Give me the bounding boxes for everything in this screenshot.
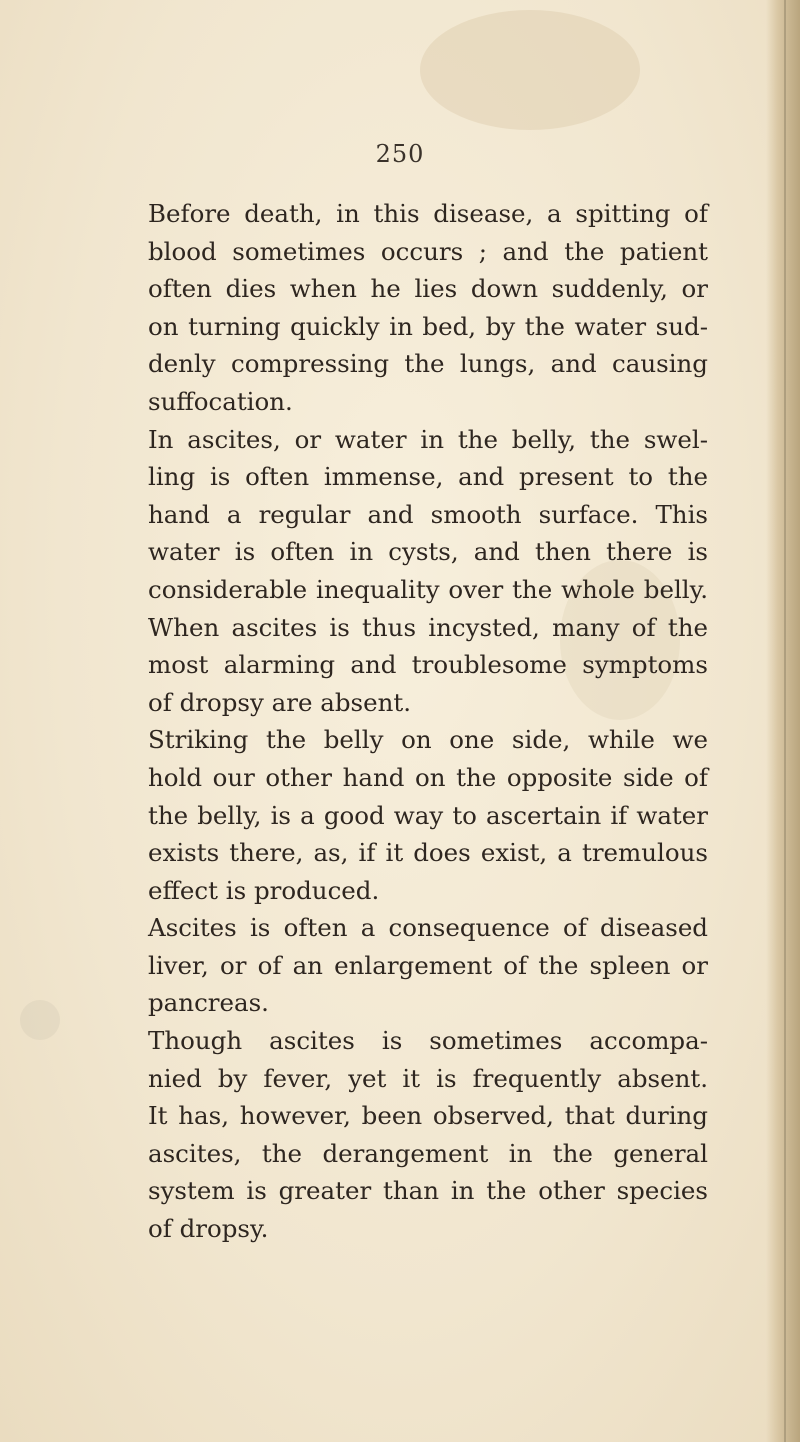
- text-line: hold our other hand on the opposite side of: [148, 762, 708, 792]
- text-line: ling is often immense, and present to the: [148, 462, 708, 492]
- text-line: system is greater than in the other species: [148, 1176, 708, 1206]
- page-edge-shadow: [766, 0, 800, 1442]
- text-line: ascites, the derangement in the general: [148, 1138, 708, 1168]
- text-line: Before death, in this disease, a spitting of: [148, 199, 708, 228]
- text-line: exists there, as, if it does exist, a tremulous: [148, 838, 708, 868]
- paper-stain: [420, 10, 640, 130]
- text-line: In ascites, or water in the belly, the swel-: [148, 424, 708, 454]
- text-line: often dies when he lies down suddenly, or: [148, 274, 708, 304]
- text-line: Though ascites is sometimes accompa-: [148, 1026, 708, 1056]
- paper-stain: [20, 1000, 60, 1040]
- text-line: liver, or of an enlargement of the spleen or: [148, 950, 708, 980]
- text-line: Ascites is often a consequence of diseased: [148, 913, 708, 943]
- text-line: It has, however, been observed, that during: [148, 1101, 708, 1131]
- page-edge-line: [784, 0, 786, 1442]
- text-line: on turning quickly in bed, by the water sud-: [148, 311, 708, 341]
- text-line: the belly, is a good way to ascertain if water: [148, 800, 708, 830]
- text-line: of dropsy are absent.: [148, 687, 412, 717]
- text-line: water is often in cysts, and then there is: [148, 537, 708, 567]
- text-line: Striking the belly on one side, while we: [148, 725, 708, 755]
- text-line: blood sometimes occurs ; and the patient: [148, 236, 708, 266]
- page-number: 250: [375, 140, 425, 168]
- text-line: pancreas.: [148, 988, 269, 1018]
- body-text: [148, 195, 708, 1248]
- text-line: effect is produced.: [148, 875, 380, 905]
- text-line: When ascites is thus incysted, many of the: [148, 612, 708, 642]
- text-line: of dropsy.: [148, 1214, 269, 1244]
- text-line: hand a regular and smooth surface. This: [148, 499, 708, 529]
- text-line: nied by fever, yet it is frequently absent.: [148, 1063, 708, 1093]
- text-line: most alarming and troublesome symptoms: [148, 650, 708, 680]
- text-line: denly compressing the lungs, and causing: [148, 349, 708, 379]
- text-line: considerable inequality over the whole belly.: [148, 574, 708, 604]
- text-line: suffocation.: [148, 386, 293, 416]
